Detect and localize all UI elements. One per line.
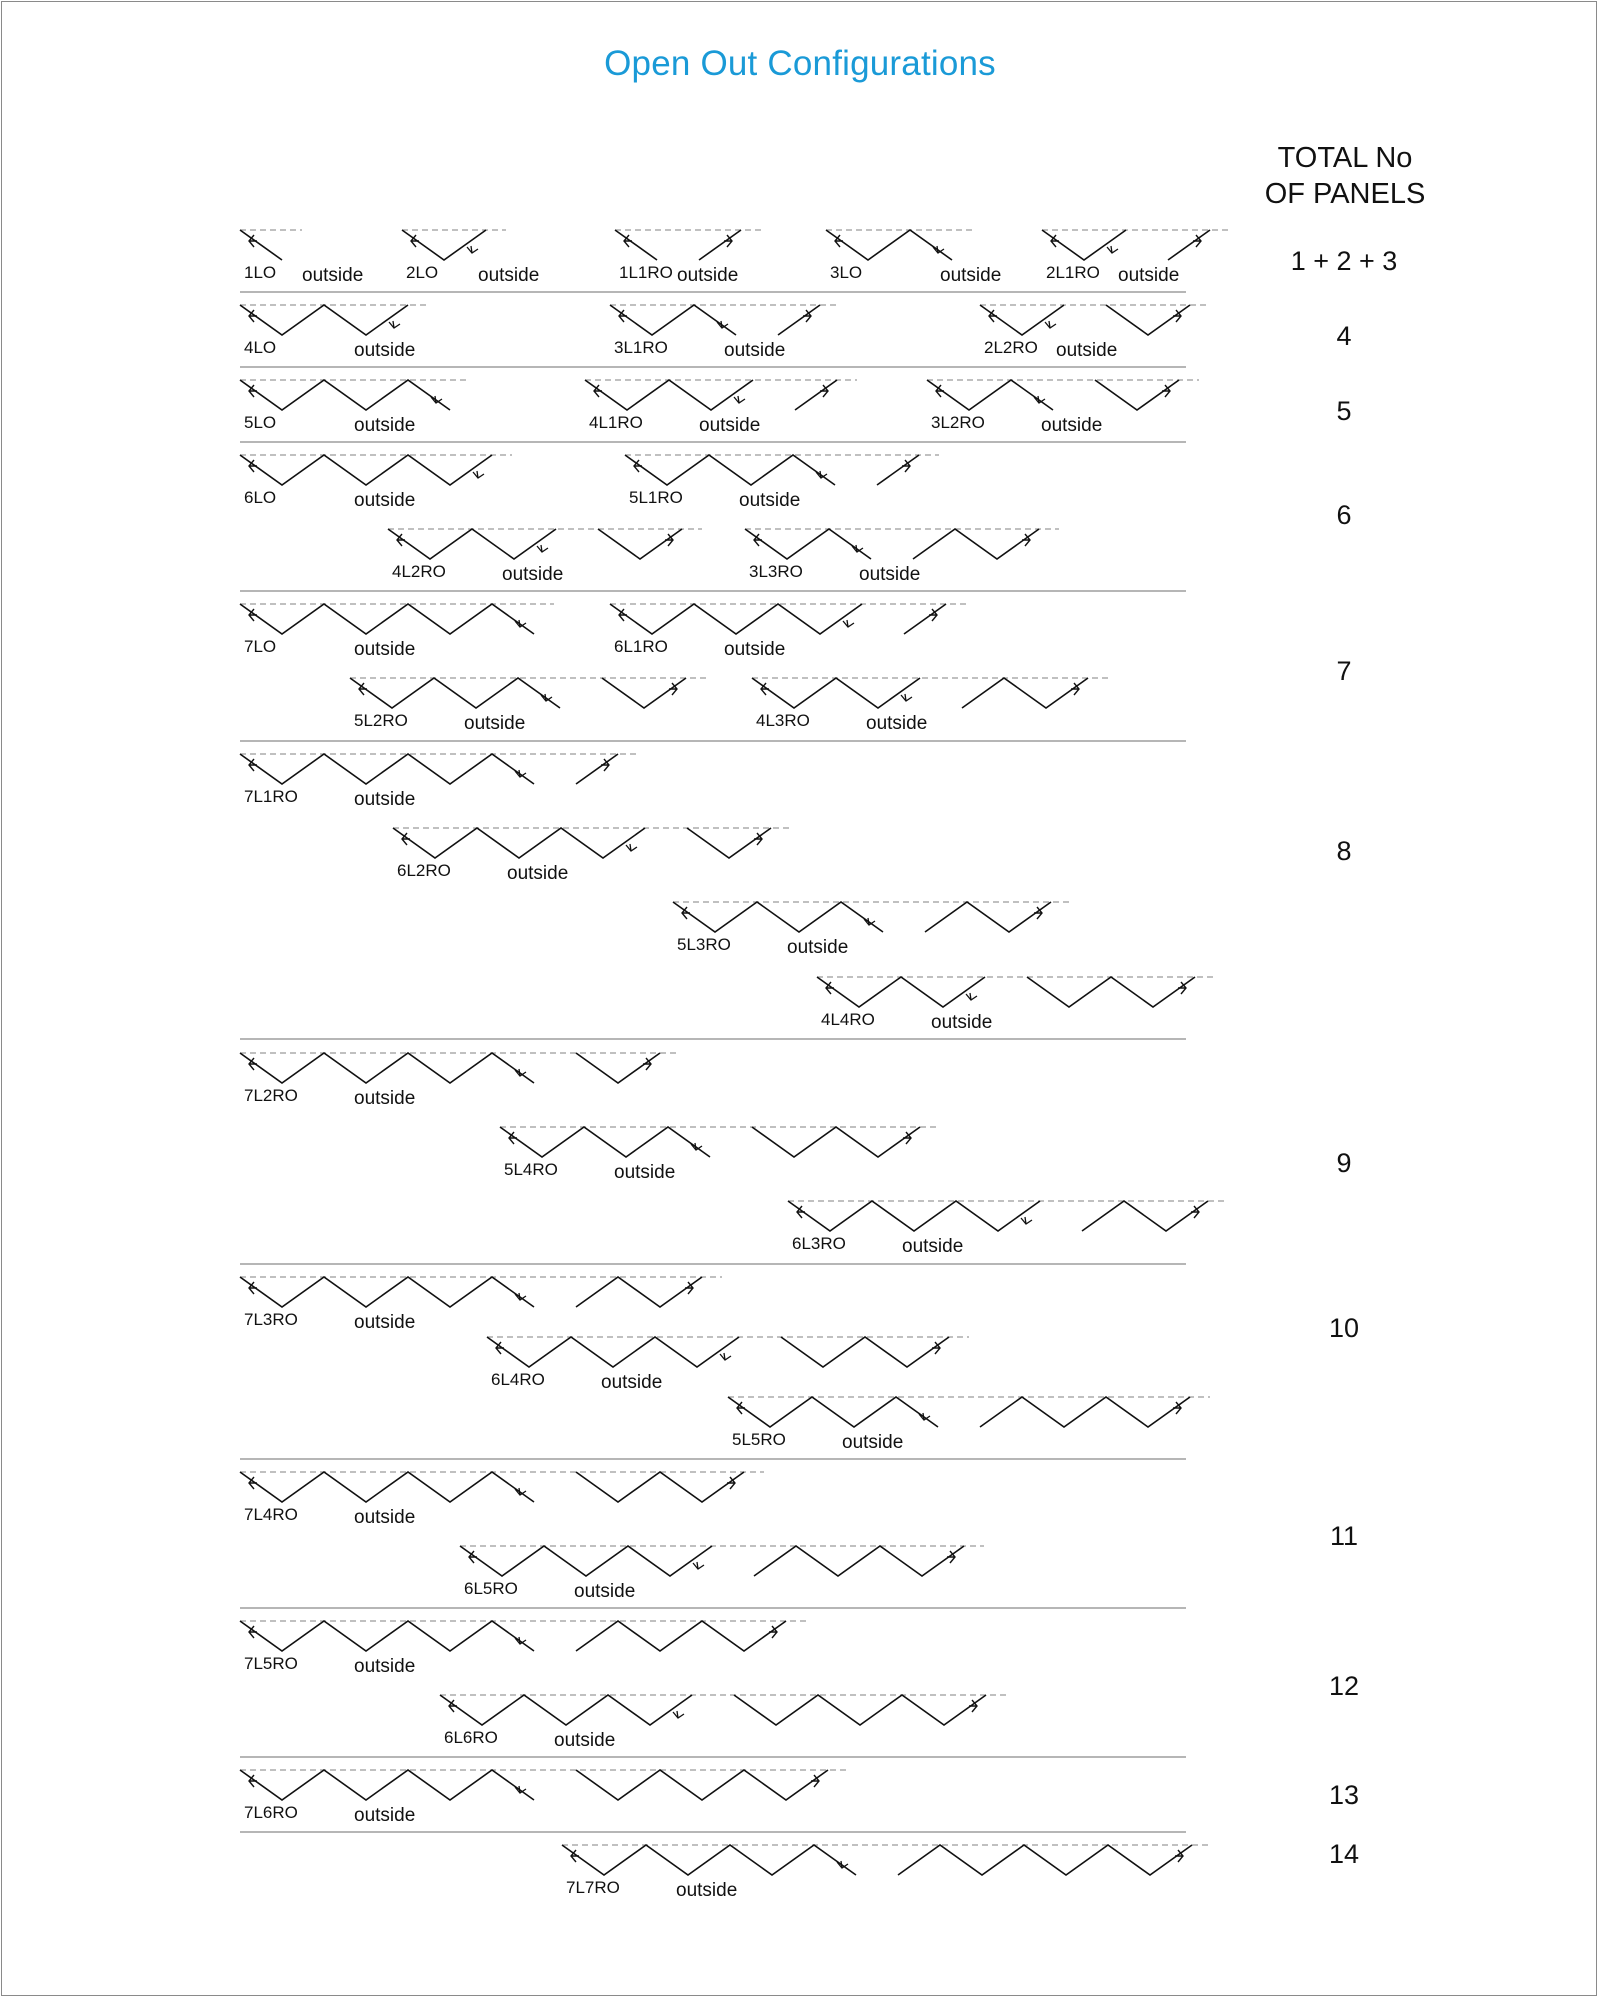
panel-zigzag (817, 977, 985, 1007)
outside-label: outside (554, 1730, 616, 1751)
outside-label: outside (354, 340, 416, 361)
config-4l2ro (388, 529, 702, 585)
panel-zigzag (734, 1695, 986, 1725)
config-label: 5L5RO (732, 1430, 786, 1449)
config-label: 3L3RO (749, 562, 803, 581)
outside-label: outside (787, 937, 849, 958)
panel-count: 8 (1336, 836, 1352, 866)
swing-arrow-icon (1021, 1217, 1032, 1224)
config-3lo (826, 230, 1001, 286)
swing-arrow-icon (473, 471, 484, 478)
config-label: 5L1RO (629, 488, 683, 507)
panel-group (240, 1621, 1359, 1751)
config-label: 4L4RO (821, 1010, 875, 1029)
outside-label: outside (464, 713, 526, 734)
panel-zigzag (898, 1845, 1192, 1875)
outside-label: outside (1056, 340, 1118, 361)
outside-label: outside (866, 713, 928, 734)
panel-zigzag (500, 1127, 710, 1157)
outside-label: outside (859, 564, 921, 585)
outside-label: outside (724, 340, 786, 361)
config-3l1ro (610, 305, 840, 361)
panel-zigzag (576, 1770, 828, 1800)
panel-group (562, 1839, 1359, 1901)
panel-zigzag (728, 1397, 938, 1427)
panel-zigzag (350, 678, 560, 708)
config-label: 7LO (244, 637, 277, 656)
panel-zigzag (788, 1201, 1040, 1231)
config-6lo (240, 455, 512, 511)
config-label: 7L5RO (244, 1654, 298, 1673)
panel-count: 6 (1336, 500, 1352, 530)
panel-zigzag (440, 1695, 692, 1725)
panel-zigzag (393, 828, 645, 858)
panel-zigzag (240, 1770, 534, 1800)
panel-zigzag (625, 455, 835, 485)
config-5l3ro (673, 902, 1071, 958)
panel-zigzag (778, 305, 820, 335)
config-2l2ro (980, 305, 1210, 361)
config-5l1ro (625, 455, 939, 511)
swing-arrow-icon (1045, 321, 1056, 328)
panel-count: 4 (1336, 321, 1352, 351)
config-label: 7L1RO (244, 787, 298, 806)
outside-label: outside (724, 639, 786, 660)
panel-count: 14 (1328, 1839, 1360, 1869)
outside-label: outside (574, 1581, 636, 1602)
panel-zigzag (877, 455, 919, 485)
outside-label: outside (478, 265, 540, 286)
outside-label: outside (842, 1432, 904, 1453)
panel-zigzag (487, 1337, 739, 1367)
swing-arrow-icon (901, 694, 912, 701)
swing-arrow-icon (673, 1711, 684, 1718)
panel-count: 9 (1336, 1148, 1352, 1178)
config-6l2ro (393, 828, 791, 884)
panel-zigzag (240, 1621, 534, 1651)
panel-count: 11 (1329, 1521, 1359, 1551)
panel-zigzag (240, 305, 408, 335)
outside-label: outside (940, 265, 1002, 286)
panel-zigzag (585, 380, 753, 410)
config-7l6ro (240, 1770, 848, 1826)
panel-zigzag (576, 1621, 786, 1651)
outside-label: outside (931, 1012, 993, 1033)
panel-zigzag (240, 455, 492, 485)
panel-zigzag (962, 678, 1088, 708)
outside-label: outside (902, 1236, 964, 1257)
panel-group (240, 1053, 1352, 1257)
panel-zigzag (615, 230, 657, 260)
config-label: 5L2RO (354, 711, 408, 730)
panel-zigzag (673, 902, 883, 932)
config-5l4ro (500, 1127, 940, 1183)
config-label: 3LO (830, 263, 863, 282)
outside-label: outside (354, 1312, 416, 1333)
panel-zigzag (240, 604, 534, 634)
config-5l2ro (350, 678, 706, 734)
config-label: 6L1RO (614, 637, 668, 656)
config-7l2ro (240, 1053, 680, 1109)
config-label: 5LO (244, 413, 277, 432)
config-5lo (240, 380, 470, 436)
panel-group (240, 380, 1352, 436)
config-6l5ro (460, 1546, 984, 1602)
config-label: 3L2RO (931, 413, 985, 432)
config-label: 4L2RO (392, 562, 446, 581)
panel-zigzag (576, 1472, 744, 1502)
panel-zigzag (240, 1277, 534, 1307)
panel-group (240, 305, 1352, 361)
panel-zigzag (610, 305, 736, 335)
swing-arrow-icon (467, 246, 478, 253)
swing-arrow-icon (843, 620, 854, 627)
outside-label: outside (354, 490, 416, 511)
config-7l7ro (562, 1845, 1212, 1901)
panel-group (240, 1277, 1359, 1453)
config-label: 5L3RO (677, 935, 731, 954)
swing-arrow-icon (734, 396, 745, 403)
outside-label: outside (354, 789, 416, 810)
outside-label: outside (739, 490, 801, 511)
panel-zigzag (562, 1845, 856, 1875)
panel-zigzag (240, 1472, 534, 1502)
panel-zigzag (752, 1127, 920, 1157)
outside-label: outside (676, 1880, 738, 1901)
panel-zigzag (1082, 1201, 1208, 1231)
swing-arrow-icon (693, 1562, 704, 1569)
panel-group (240, 1770, 1359, 1826)
panel-zigzag (240, 380, 450, 410)
config-label: 6LO (244, 488, 277, 507)
panel-group (240, 604, 1352, 734)
outside-label: outside (302, 265, 364, 286)
config-label: 6L2RO (397, 861, 451, 880)
panel-group (240, 455, 1352, 585)
config-1l1ro (615, 230, 761, 286)
outside-label: outside (502, 564, 564, 585)
panel-count: 13 (1328, 1780, 1360, 1810)
config-7l4ro (240, 1472, 764, 1528)
config-4lo (240, 305, 428, 361)
panel-zigzag (904, 604, 946, 634)
config-label: 4LO (244, 338, 277, 357)
config-label: 6L6RO (444, 1728, 498, 1747)
panel-group (240, 1472, 1358, 1602)
outside-label: outside (1041, 415, 1103, 436)
panel-zigzag (388, 529, 556, 559)
outside-label: outside (1118, 265, 1180, 286)
panel-zigzag (240, 230, 282, 260)
config-label: 3L1RO (614, 338, 668, 357)
panel-zigzag (826, 230, 952, 260)
panel-zigzag (925, 902, 1051, 932)
config-4l3ro (752, 678, 1108, 734)
panels-header-line2: OF PANELS (1264, 178, 1426, 210)
panel-zigzag (610, 604, 862, 634)
config-label: 7L6RO (244, 1803, 298, 1822)
config-2lo (402, 230, 539, 286)
config-label: 1LO (244, 263, 277, 282)
outside-label: outside (354, 1507, 416, 1528)
swing-arrow-icon (966, 993, 977, 1000)
outside-label: outside (354, 415, 416, 436)
swing-arrow-icon (626, 844, 637, 851)
page-title: Open Out Configurations (604, 44, 996, 83)
outside-label: outside (354, 1088, 416, 1109)
outside-label: outside (677, 265, 739, 286)
outside-label: outside (354, 1805, 416, 1826)
panel-count: 10 (1328, 1313, 1360, 1343)
panel-count: 7 (1336, 656, 1352, 686)
panel-zigzag (795, 380, 837, 410)
panel-count: 12 (1328, 1671, 1360, 1701)
outside-label: outside (354, 639, 416, 660)
config-7l3ro (240, 1277, 722, 1333)
panel-group (240, 230, 1397, 286)
config-label: 7L2RO (244, 1086, 298, 1105)
outside-label: outside (354, 1656, 416, 1677)
config-label: 6L5RO (464, 1579, 518, 1598)
config-7lo (240, 604, 554, 660)
config-7l1ro (240, 754, 638, 810)
config-label: 4L3RO (756, 711, 810, 730)
config-4l1ro (585, 380, 857, 436)
panel-zigzag (576, 1277, 702, 1307)
config-label: 2LO (406, 263, 439, 282)
config-label: 7L4RO (244, 1505, 298, 1524)
config-3l2ro (927, 380, 1199, 436)
outside-label: outside (614, 1162, 676, 1183)
config-3l3ro (745, 529, 1059, 585)
swing-arrow-icon (389, 321, 400, 328)
outside-label: outside (507, 863, 569, 884)
config-label: 1L1RO (619, 263, 673, 282)
config-4l4ro (817, 977, 1215, 1033)
panel-group (240, 754, 1352, 1033)
swing-arrow-icon (1107, 246, 1118, 253)
config-label: 2L1RO (1046, 263, 1100, 282)
outside-label: outside (699, 415, 761, 436)
config-6l6ro (440, 1695, 1006, 1751)
panel-zigzag (460, 1546, 712, 1576)
panel-zigzag (699, 230, 741, 260)
outside-label: outside (601, 1372, 663, 1393)
swing-arrow-icon (537, 545, 548, 552)
panel-zigzag (745, 529, 871, 559)
panels-header-line1: TOTAL No (1277, 142, 1413, 174)
config-label: 2L2RO (984, 338, 1038, 357)
panel-zigzag (1168, 230, 1210, 260)
config-2l1ro (1042, 230, 1230, 286)
config-label: 6L4RO (491, 1370, 545, 1389)
panel-zigzag (980, 1397, 1190, 1427)
panel-zigzag (240, 754, 534, 784)
config-label: 6L3RO (792, 1234, 846, 1253)
panel-zigzag (913, 529, 1039, 559)
panel-zigzag (752, 678, 920, 708)
panel-zigzag (1027, 977, 1195, 1007)
panel-zigzag (754, 1546, 964, 1576)
config-6l4ro (487, 1337, 969, 1393)
panel-zigzag (781, 1337, 949, 1367)
config-label: 5L4RO (504, 1160, 558, 1179)
panel-count: 5 (1336, 396, 1352, 426)
config-5l5ro (728, 1397, 1210, 1453)
panel-zigzag (927, 380, 1053, 410)
panel-zigzag (240, 1053, 534, 1083)
config-6l3ro (788, 1201, 1228, 1257)
panel-count: 1 + 2 + 3 (1290, 246, 1398, 276)
config-7l5ro (240, 1621, 806, 1677)
config-6l1ro (610, 604, 966, 660)
config-label: 7L7RO (566, 1878, 620, 1897)
swing-arrow-icon (720, 1353, 731, 1360)
config-1lo (240, 230, 363, 286)
config-label: 4L1RO (589, 413, 643, 432)
panel-zigzag (576, 754, 618, 784)
config-label: 7L3RO (244, 1310, 298, 1329)
